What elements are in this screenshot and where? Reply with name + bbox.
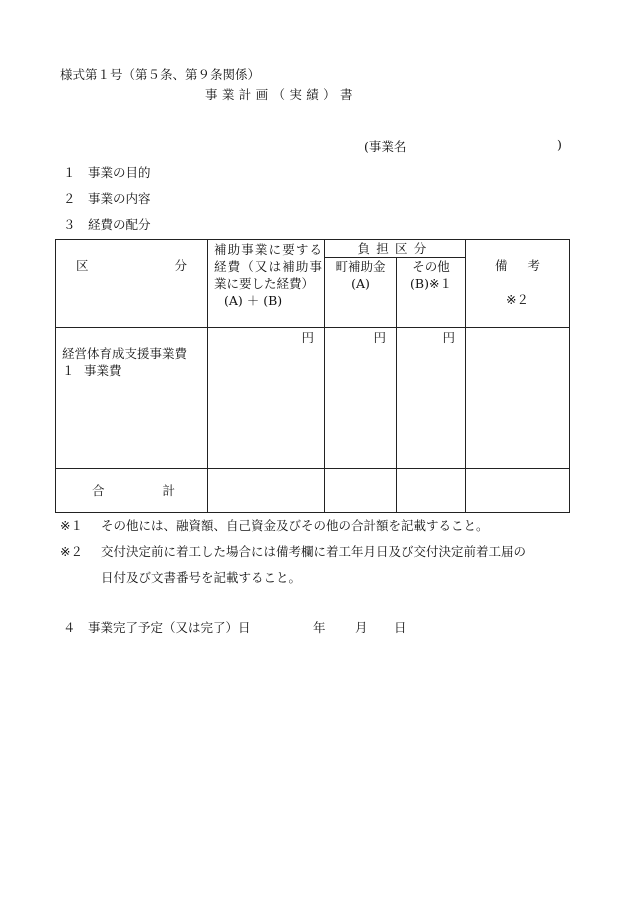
section-label: 経費の配分 — [88, 217, 151, 232]
header-other: その他 — [412, 259, 450, 274]
header-futan-kubun: 負担区分 — [325, 240, 466, 258]
section-content — [63, 189, 151, 207]
section-completion-date — [63, 618, 251, 636]
form-number: 様式第１号（第５条、第９条関係） — [60, 67, 261, 82]
note-mark: ※２ — [60, 544, 83, 559]
row-sub-text: 事業費 — [84, 363, 122, 378]
header-town-subsidy-mark: (A) — [351, 276, 370, 291]
other-amount-cell — [397, 328, 466, 469]
header-kubun-right: 分 — [174, 258, 187, 273]
town-subsidy-amount-cell — [325, 328, 397, 469]
header-other-cell — [397, 258, 466, 328]
total-right: 計 — [162, 483, 175, 498]
section-number: ４ — [63, 620, 76, 635]
remarks-cell — [466, 328, 570, 469]
header-remarks-note: ※２ — [506, 292, 529, 307]
yen-unit: 円 — [373, 330, 386, 345]
row-label: 経営体育成支援事業費 — [62, 346, 188, 361]
total-other-cell — [397, 469, 466, 513]
row-label-cell — [56, 328, 208, 469]
yen-unit: 円 — [442, 330, 455, 345]
date-year: 年 — [313, 620, 326, 635]
note-text: 交付決定前に着工した場合には備考欄に着工年月日及び交付決定前着工届の — [101, 544, 527, 559]
note-mark: ※１ — [60, 518, 83, 533]
header-other-mark: (B)※１ — [410, 276, 452, 291]
header-expense-cell — [208, 240, 325, 328]
date-month: 月 — [355, 620, 368, 635]
business-name-label: (事業名 — [364, 139, 407, 154]
header-kubun-left: 区 — [76, 258, 89, 273]
row-sub-label — [56, 362, 207, 379]
section-expense-allocation — [63, 215, 151, 233]
total-row — [56, 469, 570, 513]
expense-table — [55, 239, 570, 513]
table-row — [56, 328, 570, 469]
header-kubun-cell — [56, 240, 208, 328]
row-sub-number: １ — [62, 363, 75, 378]
yen-unit: 円 — [301, 330, 314, 345]
section-number: １ — [63, 165, 76, 180]
header-remarks-cell — [466, 240, 570, 328]
header-remarks: 備考 — [494, 258, 560, 273]
header-expense-formula: (A) ＋ (B) — [224, 293, 283, 308]
document-title: 事業計画（実績）書 — [205, 87, 357, 102]
header-town-subsidy: 町補助金 — [335, 259, 386, 274]
expense-amount-cell — [208, 328, 325, 469]
total-expense-cell — [208, 469, 325, 513]
section-label: 事業の目的 — [88, 165, 151, 180]
section-label: 事業の内容 — [88, 191, 151, 206]
section-number: ２ — [63, 191, 76, 206]
date-day: 日 — [394, 620, 407, 635]
note-2 — [60, 542, 526, 560]
note-2-continuation: 日付及び文書番号を記載すること。 — [101, 570, 302, 585]
header-town-subsidy-cell — [325, 258, 397, 328]
total-label-cell — [56, 469, 208, 513]
note-1 — [60, 516, 489, 534]
note-text: その他には、融資額、自己資金及びその他の合計額を記載すること。 — [101, 518, 489, 533]
total-town-cell — [325, 469, 397, 513]
total-remarks-cell — [466, 469, 570, 513]
section-number: ３ — [63, 217, 76, 232]
total-left: 合 — [92, 483, 105, 498]
section-label: 事業完了予定（又は完了）日 — [88, 620, 251, 635]
section-purpose — [63, 163, 151, 181]
header-expense-text: 補助事業に要する経費（又は補助事業に要した経費） — [214, 242, 322, 291]
business-name-close-paren: ) — [557, 137, 562, 152]
